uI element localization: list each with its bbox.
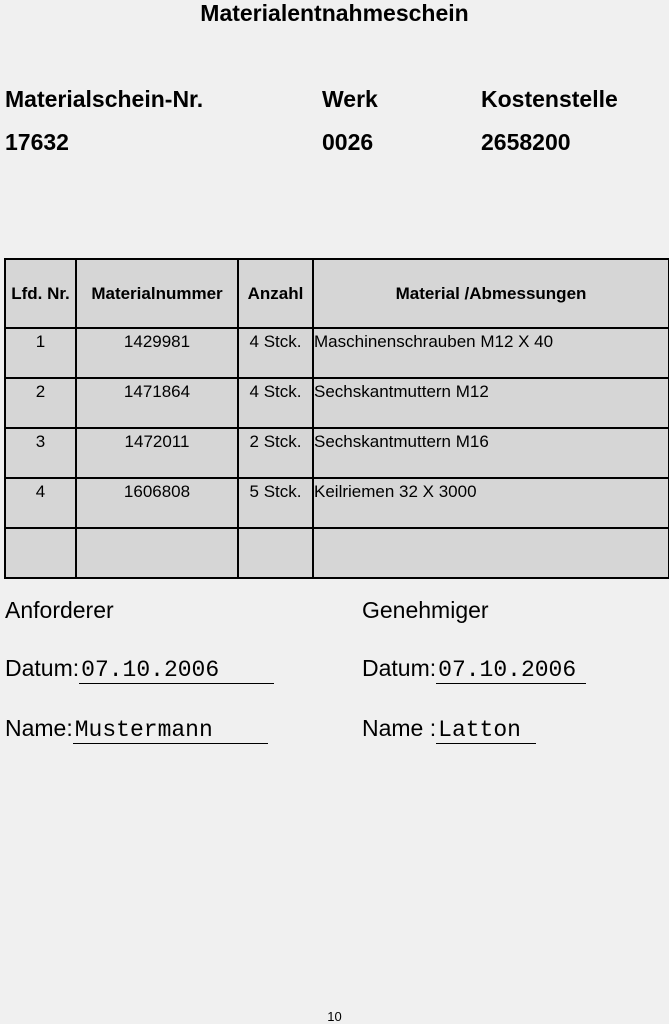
requester-date-value: 07.10.2006 (79, 657, 274, 684)
requester-heading: Anforderer (5, 597, 114, 623)
werk-value: 0026 (322, 129, 374, 155)
kostenstelle-value: 2658200 (481, 129, 571, 155)
column-header-material: Material /Abmessungen (313, 259, 669, 328)
cell-material: Sechskantmuttern M12 (313, 378, 669, 428)
cell-anzahl: 4 Stck. (238, 328, 313, 378)
cell-lfd-nr: 4 (5, 478, 76, 528)
approver-name (362, 715, 536, 744)
approver-date (362, 655, 586, 684)
material-table (4, 258, 669, 579)
cell-material: Sechskantmuttern M16 (313, 428, 669, 478)
cell-anzahl: 4 Stck. (238, 378, 313, 428)
table-row (5, 328, 669, 378)
table-row (5, 478, 669, 528)
approver-name-label: Name : (362, 715, 437, 741)
requester-name-value: Mustermann (73, 717, 268, 744)
column-header-materialnummer: Materialnummer (76, 259, 238, 328)
cell-materialnummer: 1472011 (76, 428, 238, 478)
cell-lfd-nr: 1 (5, 328, 76, 378)
requester-date-label: Datum: (5, 655, 80, 681)
cell-lfd-nr (5, 528, 76, 578)
cell-lfd-nr: 3 (5, 428, 76, 478)
materialschein-value: 17632 (5, 129, 69, 155)
materialschein-label: Materialschein-Nr. (5, 86, 204, 112)
approver-heading: Genehmiger (362, 597, 489, 623)
approver-name-value: Latton (436, 717, 536, 744)
table-row-empty (5, 528, 669, 578)
requester-name (5, 715, 268, 744)
werk-label: Werk (322, 86, 378, 112)
cell-materialnummer (76, 528, 238, 578)
cell-materialnummer: 1429981 (76, 328, 238, 378)
column-header-lfd-nr: Lfd. Nr. (5, 259, 76, 328)
kostenstelle-label: Kostenstelle (481, 86, 618, 112)
table-row (5, 428, 669, 478)
cell-anzahl (238, 528, 313, 578)
table-row (5, 378, 669, 428)
cell-materialnummer: 1471864 (76, 378, 238, 428)
table-header-row (5, 259, 669, 328)
page-number: 10 (327, 1009, 342, 1024)
requester-date (5, 655, 274, 684)
cell-material: Keilriemen 32 X 3000 (313, 478, 669, 528)
cell-anzahl: 5 Stck. (238, 478, 313, 528)
approver-date-label: Datum: (362, 655, 437, 681)
cell-material (313, 528, 669, 578)
cell-lfd-nr: 2 (5, 378, 76, 428)
requester-name-label: Name: (5, 715, 73, 741)
cell-materialnummer: 1606808 (76, 478, 238, 528)
page-title: Materialentnahmeschein (200, 0, 469, 26)
cell-material: Maschinenschrauben M12 X 40 (313, 328, 669, 378)
cell-anzahl: 2 Stck. (238, 428, 313, 478)
approver-date-value: 07.10.2006 (436, 657, 586, 684)
column-header-anzahl: Anzahl (238, 259, 313, 328)
